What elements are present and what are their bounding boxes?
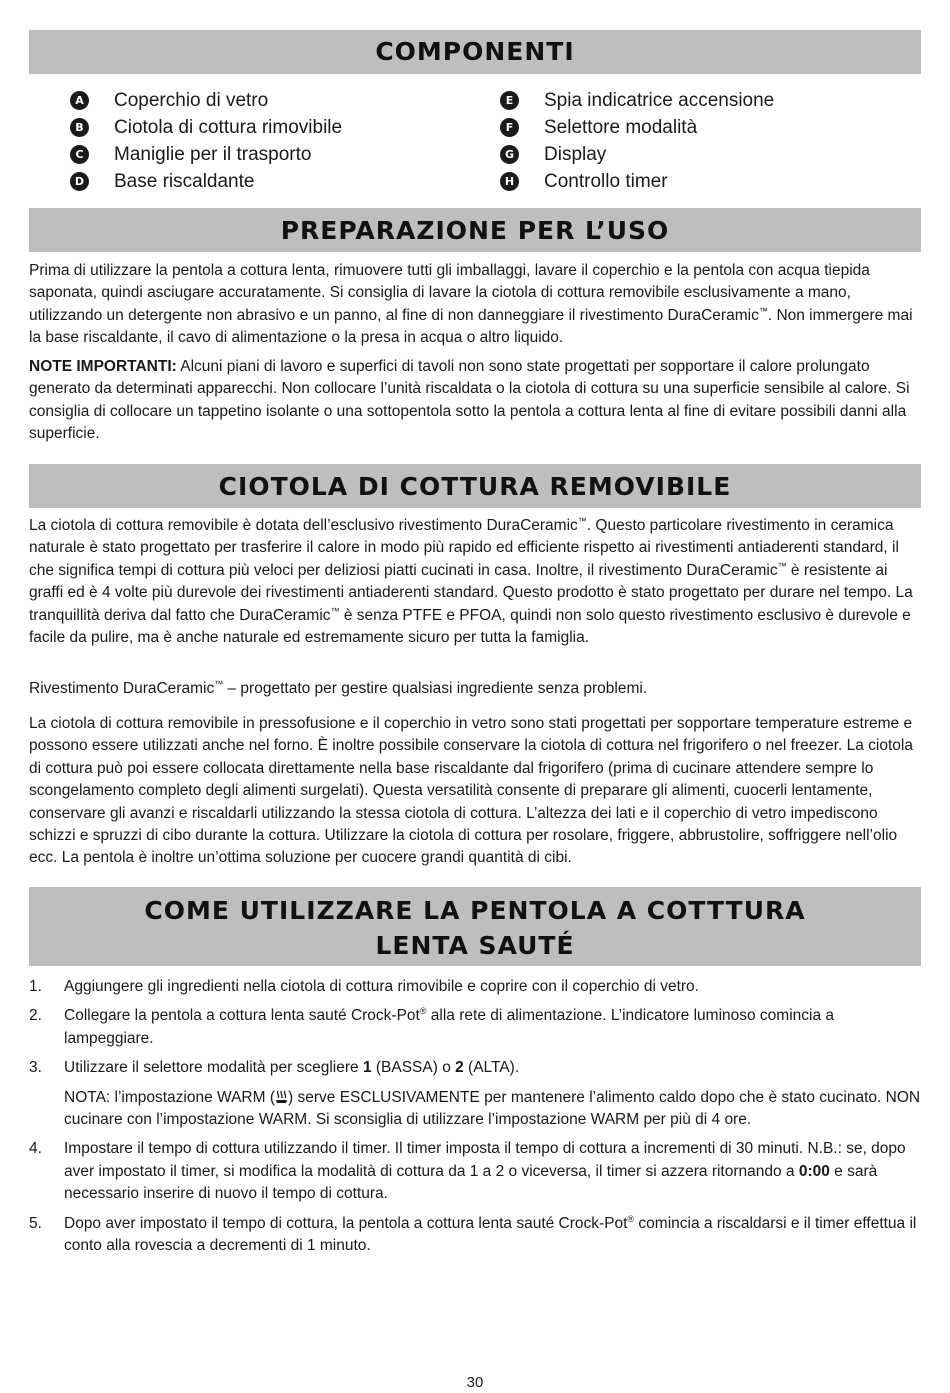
setting-high: 2 bbox=[455, 1059, 464, 1077]
trademark: ™ bbox=[330, 605, 340, 616]
trademark: ™ bbox=[577, 515, 587, 526]
text: Prima di utilizzare la pentola a cottura lenta, rimuovere tutti gli imballaggi, lavare il coperchio e la pentola con acqua tiepida saponata, quindi asciugare accuratamente. Si consiglia di lavare la ciotola di cottura removibile esclusivamente a mano, utilizzando un detergente non abrasivo e un panno, al fine di non danneggiare il rivestimento DuraCeramic bbox=[29, 262, 870, 324]
text: La ciotola di cottura removibile è dotata dell’esclusivo rivestimento DuraCeramic bbox=[29, 517, 578, 534]
list-item bbox=[70, 141, 342, 168]
step-number: 5. bbox=[29, 1214, 42, 1232]
trademark: ™ bbox=[777, 560, 787, 571]
section-header-come-utilizzare bbox=[29, 887, 921, 966]
steps-list bbox=[29, 976, 921, 1264]
components-list-right bbox=[500, 87, 774, 195]
step-text bbox=[64, 1057, 921, 1131]
section-header-componenti bbox=[29, 30, 921, 74]
step-number: 4. bbox=[29, 1140, 42, 1158]
section-title: PREPARAZIONE PER L’USO bbox=[280, 216, 670, 245]
text: NOTA: l’impostazione WARM ( bbox=[64, 1088, 276, 1106]
text: ) serve ESCLUSIVAMENTE per mantenere l’alimento caldo dopo che è stato cucinato. NON cucinare con l’impostazione WARM. Si sconsiglia di utilizzare l’impostazione WARM per più di 4 ore. bbox=[64, 1088, 921, 1129]
text: Utilizzare il selettore modalità per scegliere bbox=[64, 1059, 363, 1077]
list-item bbox=[29, 1057, 921, 1131]
registered-mark: ® bbox=[419, 1006, 427, 1017]
letter-b-icon: B bbox=[70, 118, 89, 137]
step-number: 2. bbox=[29, 1007, 42, 1025]
list-item bbox=[500, 141, 774, 168]
components-list-left bbox=[70, 87, 342, 195]
timer-zero: 0:00 bbox=[798, 1162, 830, 1180]
text: comincia a riscaldarsi e il timer effettua il conto alla rovescia a decrementi di 1 minuto. bbox=[64, 1214, 917, 1255]
list-item bbox=[29, 976, 921, 998]
ciotola-paragraph-2 bbox=[29, 678, 921, 700]
trademark: ™ bbox=[758, 305, 768, 316]
warm-note bbox=[64, 1087, 921, 1132]
registered-mark: ® bbox=[627, 1213, 635, 1224]
text: alla rete di alimentazione. L’indicatore luminoso comincia a lampeggiare. bbox=[64, 1007, 835, 1047]
text: Rivestimento DuraCeramic bbox=[29, 680, 215, 697]
list-item bbox=[29, 1213, 921, 1258]
letter-f-icon: F bbox=[500, 118, 519, 137]
setting-low: 1 bbox=[362, 1059, 372, 1077]
text: Collegare la pentola a cottura lenta sauté Crock-Pot bbox=[64, 1007, 420, 1025]
note-importanti-paragraph bbox=[29, 356, 921, 446]
step-text bbox=[64, 1138, 921, 1205]
section-title-line-1: COME UTILIZZARE LA PENTOLA A COTTTURA bbox=[144, 896, 806, 925]
list-item bbox=[29, 1005, 921, 1050]
letter-h-icon: H bbox=[500, 172, 519, 191]
list-item bbox=[70, 168, 342, 195]
text: – progettato per gestire qualsiasi ingrediente senza problemi. bbox=[223, 680, 648, 697]
list-item bbox=[29, 1138, 921, 1205]
component-label: Base riscaldante bbox=[114, 171, 255, 192]
section-header-ciotola bbox=[29, 464, 921, 508]
component-label: Spia indicatrice accensione bbox=[544, 90, 775, 111]
section-title: CIOTOLA DI COTTURA REMOVIBILE bbox=[218, 472, 732, 501]
list-item bbox=[70, 87, 342, 114]
trademark: ™ bbox=[214, 678, 224, 689]
component-label: Display bbox=[544, 144, 607, 165]
text: Dopo aver impostato il tempo di cottura, la pentola a cottura lenta sauté Crock-Pot bbox=[64, 1214, 628, 1232]
ciotola-paragraph-3: La ciotola di cottura removibile in pressofusione e il coperchio in vetro sono stati progettati per sopportare temperature estreme e possono essere utilizzati anche nel forno. È inoltre possibile conservare la ciotola di cottura nel frigorifero o nel freezer. La ciotola di cottura può poi essere collocata direttamente nella base riscaldante dal frigorifero (prima di cucinare attendere sempre lo scongelamento completo degli alimenti surgelati). Questa versatilità consente di preparare gli alimenti, cuocerli lentamente, conservare gli avanzi e riscaldarli utilizzando la stessa ciotola di cottura. L’altezza dei lati e il coperchio di vetro impediscono schizzi e spruzzi di cibo durante la cottura. Utilizzare la ciotola di cottura per rosolare, friggere, abbrustolire, soffriggere nell’olio ecc. La pentola è inoltre un’ottima soluzione per cuocere grandi quantità di cibi. bbox=[29, 715, 913, 867]
component-label: Ciotola di cottura rimovibile bbox=[114, 117, 343, 138]
list-item bbox=[500, 114, 774, 141]
page-number: 30 bbox=[466, 1374, 484, 1391]
step-text bbox=[64, 1213, 921, 1258]
preparazione-paragraph bbox=[29, 260, 921, 350]
letter-a-icon: A bbox=[70, 91, 89, 110]
step-number: 1. bbox=[29, 978, 42, 995]
text: è resistente ai graffi ed è 4 volte più durevole dei rivestimenti antiaderenti standard. Questo prodotto è stato progettato per durare nel tempo. La tranquillità deriva dal fatto che DuraCeramic bbox=[29, 561, 913, 624]
section-title-line-2: LENTA SAUTÉ bbox=[375, 931, 575, 960]
letter-c-icon: C bbox=[70, 145, 89, 164]
step-text bbox=[64, 1005, 921, 1050]
text: è senza PTFE e PFOA, quindi non solo questo rivestimento esclusivo è durevole e facile da pulire, ma è anche naturale ed estremamente sicuro per tutta la famiglia. bbox=[29, 606, 911, 647]
component-label: Maniglie per il trasporto bbox=[114, 144, 312, 165]
list-item bbox=[500, 168, 774, 195]
warm-steam-icon bbox=[275, 1090, 288, 1104]
component-label: Controllo timer bbox=[544, 171, 668, 192]
text: . Non immergere mai la base riscaldante, il cavo di alimentazione o la presa in acqua o altro liquido. bbox=[29, 306, 913, 347]
text: . Questo particolare rivestimento in ceramica naturale è stato progettato per trasferire il calore in modo più rapido ed efficiente rispetto ai rivestimenti antiaderenti standard, il che significa tempi di cottura più veloci per deliziosi piatti cucinati in casa. Inoltre, il rivestimento DuraCeramic bbox=[29, 517, 899, 579]
note-label: NOTE IMPORTANTI: bbox=[29, 358, 177, 375]
text: Impostare il tempo di cottura utilizzando il timer. Il timer imposta il tempo di cottura a incrementi di 30 minuti. N.B.: se, dopo aver impostato il timer, si modifica la modalità di cottura da 1 a 2 o viceversa, il timer si azzera ritornando a bbox=[64, 1140, 906, 1180]
step-text: Aggiungere gli ingredienti nella ciotola di cottura rimovibile e coprire con il coperchio di vetro. bbox=[64, 978, 699, 995]
letter-e-icon: E bbox=[500, 91, 519, 110]
list-item bbox=[70, 114, 342, 141]
section-header-preparazione bbox=[29, 208, 921, 252]
text: (ALTA). bbox=[463, 1059, 520, 1077]
component-label: Selettore modalità bbox=[544, 117, 698, 138]
letter-d-icon: D bbox=[70, 172, 89, 191]
step-number: 3. bbox=[29, 1059, 42, 1077]
text: (BASSA) o bbox=[371, 1059, 456, 1077]
list-item bbox=[500, 87, 774, 114]
letter-g-icon: G bbox=[500, 145, 519, 164]
section-title: COMPONENTI bbox=[375, 37, 575, 66]
text: Alcuni piani di lavoro e superfici di tavoli non sono state progettati per sopportare il calore prolungato generato da determinati apparecchi. Non collocare l’unità riscaldata o la ciotola di cottura su una superficie sensibile al calore. Si consiglia di collocare un tappetino isolante o una sottopentola sotto la pentola a cottura lenta al fine di evitare possibili danni alla superficie. bbox=[29, 358, 910, 443]
text: e sarà necessario inserire di nuovo il tempo di cottura. bbox=[64, 1162, 878, 1203]
component-label: Coperchio di vetro bbox=[114, 90, 269, 111]
ciotola-paragraph-1 bbox=[29, 515, 921, 649]
